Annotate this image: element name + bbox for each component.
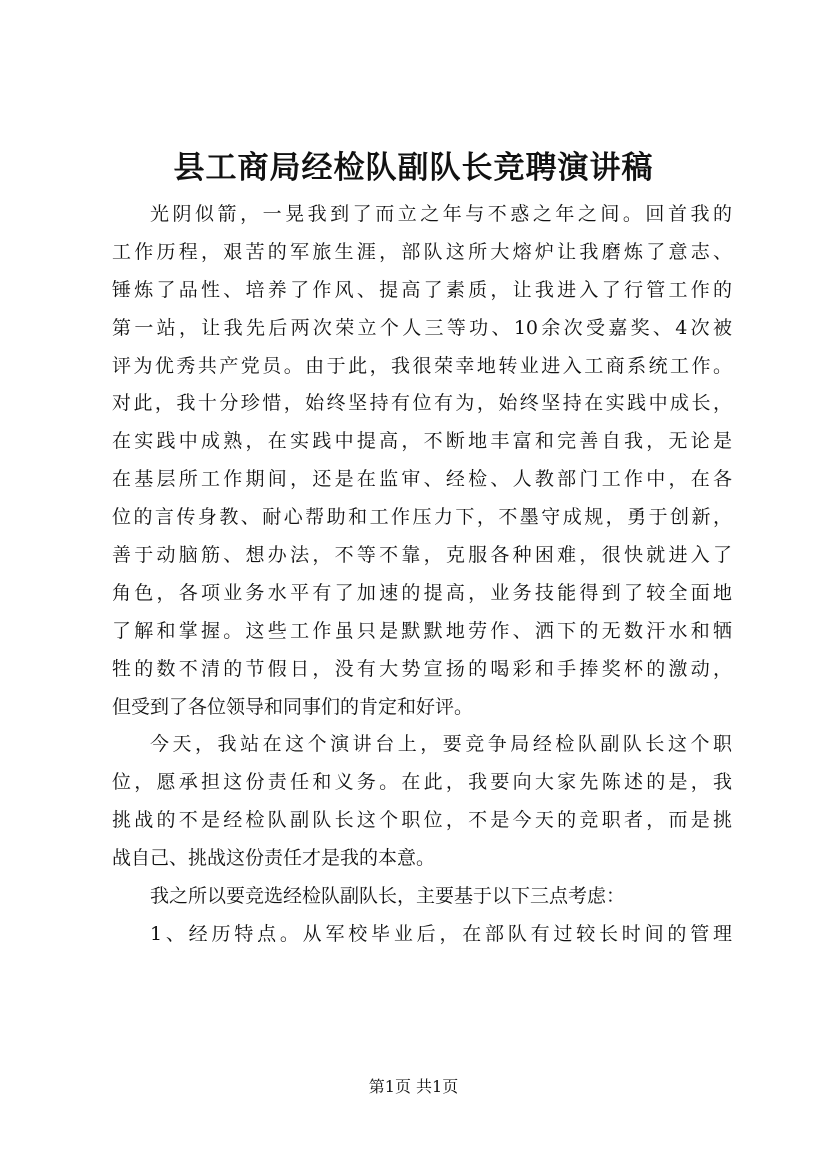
text-line: 挑战的不是经检队副队长这个职位，不是今天的竞职者，而是挑 — [112, 809, 732, 832]
text-line: 评为优秀共产党员。由于此，我很荣幸地转业进入工商系统工作。 — [112, 354, 732, 377]
text-line: 第一站，让我先后两次荣立个人三等功、10余次受嘉奖、4次被 — [112, 316, 732, 339]
document-title: 县工商局经检队副队长竞聘演讲稿 — [173, 150, 654, 186]
text-line: 我之所以要竞选经检队副队长，主要基于以下三点考虑： — [150, 885, 626, 908]
text-line: 1、经历特点。从军校毕业后，在部队有过较长时间的管理 — [150, 922, 732, 945]
text-line: 战自己、挑战这份责任才是我的本意。 — [112, 847, 436, 870]
text-line: 今天，我站在这个演讲台上，要竞争局经检队副队长这个职 — [150, 733, 732, 756]
text-line: 在实践中成熟，在实践中提高，不断地丰富和完善自我，无论是 — [112, 430, 732, 453]
text-line: 位，愿承担这份责任和义务。在此，我要向大家先陈述的是，我 — [112, 771, 732, 794]
page-footer: 第1页 共1页 — [368, 1077, 459, 1096]
text-line: 了解和掌握。这些工作虽只是默默地劳作、洒下的无数汗水和牺 — [112, 619, 732, 642]
text-line: 在基层所工作期间，还是在监审、经检、人教部门工作中，在各 — [112, 468, 732, 491]
text-line: 锤炼了品性、培养了作风、提高了素质，让我进入了行管工作的 — [112, 278, 732, 301]
text-line: 但受到了各位领导和同事们的肯定和好评。 — [112, 695, 474, 718]
document-body — [112, 196, 732, 954]
text-line: 光阴似箭，一晃我到了而立之年与不惑之年之间。回首我的 — [150, 203, 732, 225]
text-line: 牲的数不清的节假日，没有大势宣扬的喝彩和手捧奖杯的激动， — [112, 657, 732, 680]
text-line: 工作历程，艰苦的军旅生涯，部队这所大熔炉让我磨炼了意志、 — [112, 240, 732, 263]
text-line: 角色，各项业务水平有了加速的提高，业务技能得到了较全面地 — [112, 581, 732, 604]
text-line: 位的言传身教、耐心帮助和工作压力下，不墨守成规，勇于创新， — [112, 506, 732, 529]
text-line: 对此，我十分珍惜，始终坚持有位有为，始终坚持在实践中成长， — [112, 392, 732, 415]
text-line: 善于动脑筋、想办法，不等不靠，克服各种困难，很快就进入了 — [112, 544, 732, 567]
